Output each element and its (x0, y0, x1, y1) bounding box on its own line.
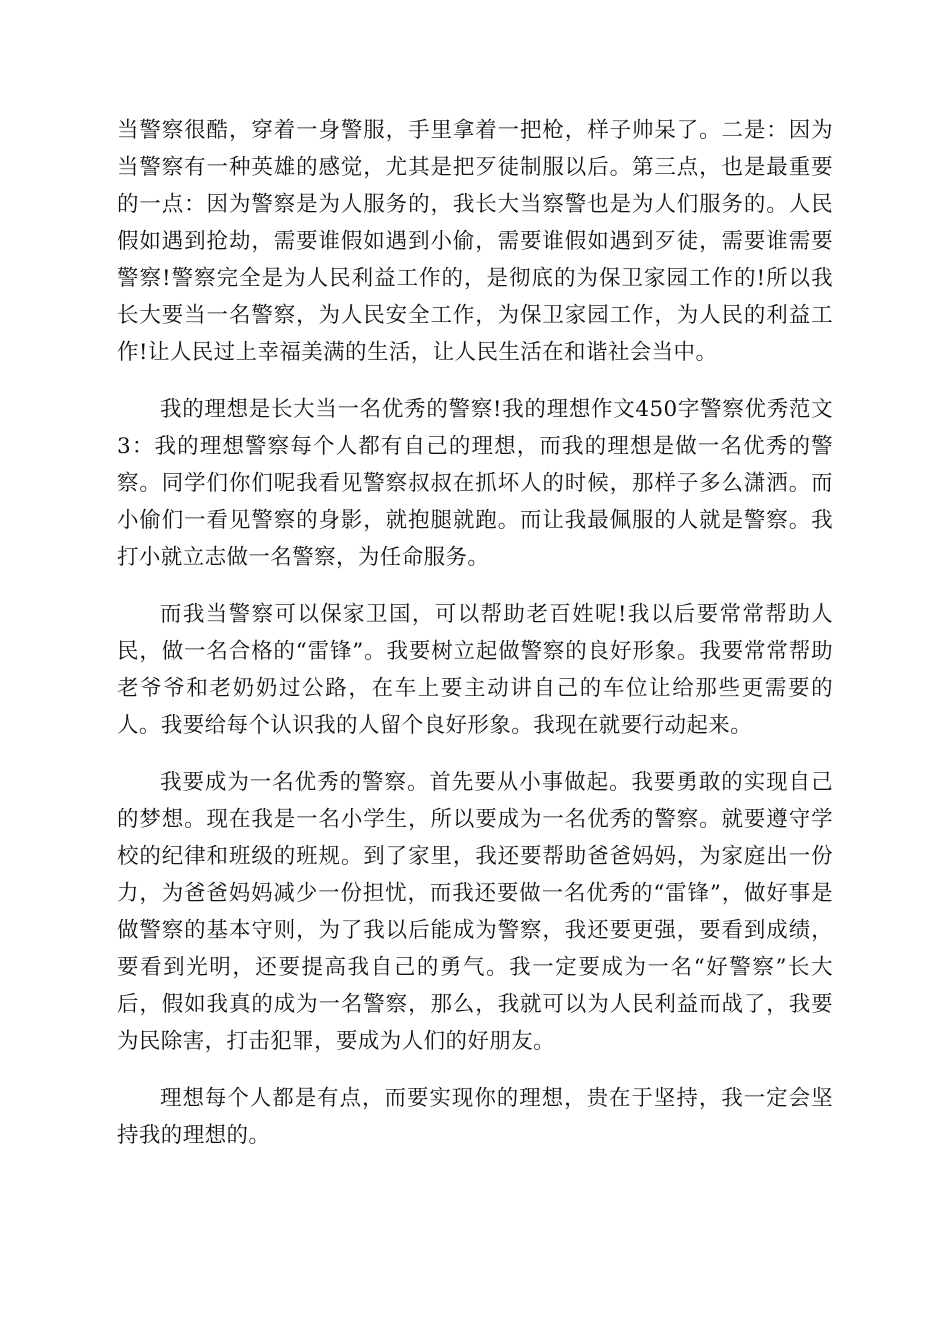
paragraph-1: 当警察很酷，穿着一身警服，手里拿着一把枪，样子帅呆了。二是：因为当警察有一种英雄的感觉，尤其是把歹徒制服以后。第三点，也是最重要的一点：因为警察是为人服务的，我长大当察警也是为人们服务的。人民假如遇到抢劫，需要谁假如遇到小偷，需要谁假如遇到歹徒，需要谁需要警察!警察完全是为人民利益工作的，是彻底的为保卫家园工作的!所以我长大要当一名警察，为人民安全工作，为保卫家园工作，为人民的利益工作!让人民过上幸福美满的生活，让人民生活在和谐社会当中。 (117, 118, 833, 365)
paragraph-5: 理想每个人都是有点，而要实现你的理想，贵在于坚持，我一定会坚持我的理想的。 (117, 1086, 833, 1148)
paragraph-2: 我的理想是长大当一名优秀的警察!我的理想作文450字警察优秀范文3：我的理想警察每个人都有自己的理想，而我的理想是做一名优秀的警察。同学们你们呢我看见警察叔叔在抓坏人的时候，那样子多么潇洒。而小偷们一看见警察的身影，就抱腿就跑。而让我最佩服的人就是警察。我打小就立志做一名警察，为任命服务。 (117, 397, 833, 570)
document-body (117, 112, 833, 1174)
paragraph-4: 我要成为一名优秀的警察。首先要从小事做起。我要勇敢的实现自己的梦想。现在我是一名小学生，所以要成为一名优秀的警察。就要遵守学校的纪律和班级的班规。到了家里，我还要帮助爸爸妈妈，为家庭出一份力，为爸爸妈妈减少一份担忧，而我还要做一名优秀的“雷锋”，做好事是做警察的基本守则，为了我以后能成为警察，我还要更强，要看到成绩，要看到光明，还要提高我自己的勇气。我一定要成为一名“好警察”长大后，假如我真的成为一名警察，那么，我就可以为人民利益而战了，我要为民除害，打击犯罪，要成为人们的好朋友。 (117, 770, 833, 1054)
paragraph-3: 而我当警察可以保家卫国，可以帮助老百姓呢!我以后要常常帮助人民，做一名合格的“雷锋”。我要树立起做警察的良好形象。我要常常帮助老爷爷和老奶奶过公路，在车上要主动讲自己的车位让给那些更需要的人。我要给每个认识我的人留个良好形象。我现在就要行动起来。 (117, 602, 833, 738)
